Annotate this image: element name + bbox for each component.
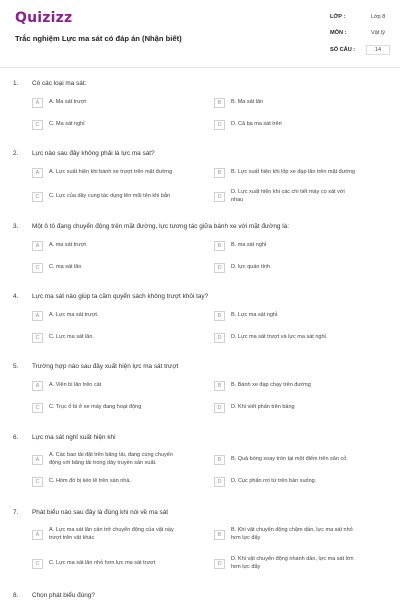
- option-c[interactable]: [32, 261, 202, 275]
- option-b[interactable]: [214, 524, 384, 546]
- option-d[interactable]: [214, 401, 384, 415]
- question-text: Lực ma sát nghỉ xuất hiện khi: [32, 434, 116, 441]
- option-text: B. Khi vật chuyển động chậm dần, lực ma sát nhỏ hơn lực đẩy: [231, 527, 353, 541]
- option-text: D. Cục phấn rơi từ trên bàn xuống.: [231, 478, 317, 485]
- question-number: 2.: [13, 150, 19, 157]
- option-text: A. Ma sát trượt: [49, 99, 86, 106]
- worksheet-title: Trắc nghiệm Lực ma sát có đáp án (Nhận biết): [15, 34, 182, 43]
- question-text: Chọn phát biểu đúng?: [32, 592, 95, 599]
- option-letter-box: B: [214, 241, 225, 251]
- option-letter-box: C: [32, 263, 43, 273]
- option-text: D. Khi viết phấn trên bảng: [231, 404, 295, 411]
- option-d[interactable]: [214, 331, 384, 345]
- option-letter-box: A: [32, 455, 43, 465]
- option-c[interactable]: [32, 118, 202, 132]
- option-letter-box: A: [32, 311, 43, 321]
- option-text: B. Lực xuất hiện khi lốp xe đạp lăn trên mặt đường: [231, 169, 356, 176]
- option-letter-box: C: [32, 477, 43, 487]
- option-letter-box: B: [214, 311, 225, 321]
- option-letter-box: D: [214, 333, 225, 343]
- option-letter-box: D: [214, 559, 225, 569]
- option-letter-box: D: [214, 263, 225, 273]
- option-text: A. Các bao tải đặt trên băng tải, đang cùng chuyển động với băng tải trong dây truyền sản xuất.: [49, 452, 173, 466]
- question-number: 5.: [13, 363, 19, 370]
- meta-subject-value: Vật lý: [371, 30, 385, 36]
- option-text: C. ma sát lăn: [49, 264, 82, 271]
- option-letter-box: C: [32, 333, 43, 343]
- option-text: C. Lực của dây cung tác dụng lên mũi tên khi bắn: [49, 193, 171, 200]
- option-c[interactable]: [32, 190, 202, 204]
- option-text: A. Lực ma sát lăn cản trở chuyển động của vật này trượt trên vật khác: [49, 527, 174, 541]
- option-text: B. Quả bóng xoay tròn tại một điểm trên sân cỏ.: [231, 456, 348, 463]
- option-b[interactable]: [214, 239, 384, 253]
- option-letter-box: D: [214, 192, 225, 202]
- meta-subject-label: MÔN :: [330, 30, 347, 36]
- option-text: D. Lực ma sát trượt và lực ma sát nghỉ.: [231, 334, 328, 341]
- question-number: 8.: [13, 592, 19, 599]
- option-text: B. Lực ma sát nghỉ.: [231, 312, 279, 319]
- option-c[interactable]: [32, 557, 202, 571]
- option-b[interactable]: [214, 453, 384, 467]
- option-a[interactable]: [32, 449, 202, 471]
- option-letter-box: C: [32, 559, 43, 569]
- quizizz-logo: Quizizz: [15, 10, 73, 26]
- option-letter-box: D: [214, 120, 225, 130]
- question-text: Có các loại ma sát:: [32, 80, 87, 87]
- meta-subject: [330, 30, 390, 36]
- option-letter-box: A: [32, 381, 43, 391]
- option-text: C. Hòm đồ bị kéo lê trên sàn nhà.: [49, 478, 131, 485]
- meta-grade-value: Lớp 8: [370, 14, 386, 20]
- option-b[interactable]: [214, 96, 384, 110]
- option-a[interactable]: [32, 96, 202, 110]
- option-c[interactable]: [32, 401, 202, 415]
- option-a[interactable]: [32, 524, 202, 546]
- option-letter-box: D: [214, 403, 225, 413]
- option-a[interactable]: [32, 239, 202, 253]
- question-text: Trường hợp nào sau đây xuất hiện lực ma sát trượt: [32, 363, 179, 370]
- meta-grade-label: LỚP :: [330, 14, 346, 20]
- option-b[interactable]: [214, 379, 384, 393]
- option-letter-box: B: [214, 381, 225, 391]
- option-letter-box: A: [32, 241, 43, 251]
- option-a[interactable]: [32, 309, 202, 323]
- option-letter-box: C: [32, 192, 43, 202]
- option-letter-box: A: [32, 98, 43, 108]
- option-text: A. Lực ma sát trượt.: [49, 312, 99, 319]
- question-text: Lực ma sát nào giúp ta cầm quyển sách không trượt khỏi tay?: [32, 293, 209, 300]
- question-text: Một ô tô đang chuyển động trên mặt đường, lực tương tác giữa bánh xe với mặt đường là:: [32, 223, 289, 230]
- option-text: D. lực quán tính: [231, 264, 271, 271]
- meta-count-value: 14: [366, 45, 390, 55]
- option-text: D. Khi vật chuyển động nhanh dần, lực ma sát lớn hơn lực đẩy: [231, 556, 354, 570]
- question-text: Lực nào sau đây không phải là lực ma sát?: [32, 150, 155, 157]
- option-text: D. Cả ba ma sát trên: [231, 121, 282, 128]
- option-letter-box: B: [214, 455, 225, 465]
- option-c[interactable]: [32, 331, 202, 345]
- option-text: A. ma sát trượt: [49, 242, 86, 249]
- option-letter-box: C: [32, 403, 43, 413]
- option-d[interactable]: [214, 475, 384, 489]
- option-letter-box: B: [214, 530, 225, 540]
- option-text: C. Ma sát nghỉ: [49, 121, 85, 128]
- question-number: 7.: [13, 509, 19, 516]
- option-text: B. Bánh xe đạp chạy trên đường: [231, 382, 311, 389]
- question-number: 1.: [13, 80, 19, 87]
- question-number: 6.: [13, 434, 19, 441]
- option-letter-box: D: [214, 477, 225, 487]
- option-letter-box: A: [32, 530, 43, 540]
- question-text: Phát biểu nào sau đây là đúng khi nói về ma sát: [32, 509, 169, 516]
- meta-count-label: SỐ CÂU :: [330, 47, 356, 53]
- option-text: B. ma sát nghỉ: [231, 242, 267, 249]
- option-letter-box: C: [32, 120, 43, 130]
- option-c[interactable]: [32, 475, 202, 489]
- option-text: A. Viên bi lăn trên cát: [49, 382, 102, 389]
- option-text: C. Lực ma sát lăn.: [49, 334, 94, 341]
- option-text: A. Lực xuất hiện khi bánh xe trượt trên mặt đường: [49, 169, 173, 176]
- meta-question-count: [330, 45, 390, 55]
- worksheet-header: [0, 0, 400, 68]
- option-d[interactable]: [214, 186, 384, 208]
- option-text: C. Trục ổ bi ở xe máy đang hoạt động: [49, 404, 142, 411]
- option-letter-box: B: [214, 98, 225, 108]
- question-number: 3.: [13, 223, 19, 230]
- option-d[interactable]: [214, 553, 384, 575]
- option-d[interactable]: [214, 118, 384, 132]
- option-letter-box: B: [214, 168, 225, 178]
- option-text: B. Ma sát lăn: [231, 99, 264, 106]
- option-b[interactable]: [214, 166, 384, 180]
- option-b[interactable]: [214, 309, 384, 323]
- option-text: C. Lực ma sát lăn nhỏ hơn lực ma sát trượt: [49, 560, 156, 567]
- question-number: 4.: [13, 293, 19, 300]
- option-a[interactable]: [32, 166, 202, 180]
- option-text: D. Lực xuất hiện khi các chi tiết máy cọ xát với nhau: [231, 189, 345, 203]
- option-a[interactable]: [32, 379, 202, 393]
- option-d[interactable]: [214, 261, 384, 275]
- option-letter-box: A: [32, 168, 43, 178]
- meta-grade: [330, 14, 390, 20]
